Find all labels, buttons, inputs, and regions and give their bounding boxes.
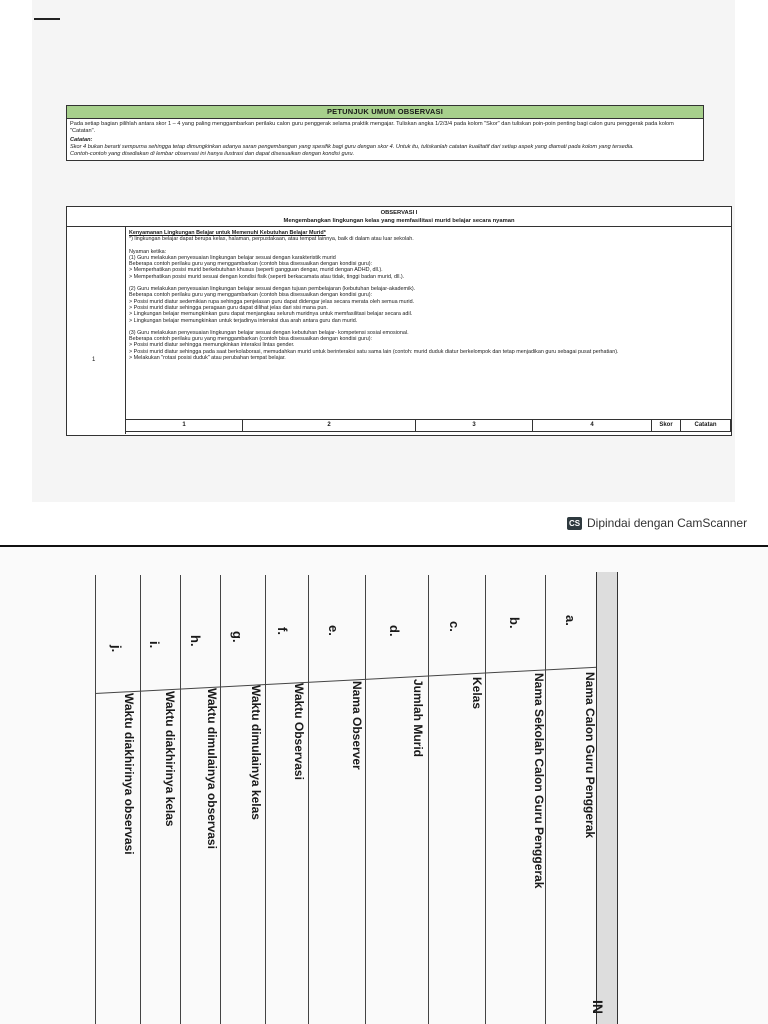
camscanner-text: Dipindai dengan CamScanner <box>587 516 748 530</box>
s3-line: (3) Guru melakukan penyesuaian lingkungan belajar sesuai dengan kebutuhan belajar- kompetensi sosial emosional. <box>129 329 409 336</box>
s1-line: > Memperhatikan posisi murid sesuai dengan kondisi fisik (seperti berkacamata atau tidak, tinggi badan murid, dll.). <box>129 273 405 280</box>
field-letter: j. <box>109 645 124 653</box>
petunjuk-box <box>66 105 704 161</box>
s3-line: Beberapa contoh perilaku guru yang menggambarkan (contoh bisa disesuaikan dengan kondisi guru): <box>129 336 373 343</box>
field-label-waktu-observasi: Waktu Observasi <box>292 683 306 780</box>
s1-line: > Memperhatikan posisi murid berkebutuhan khusus (seperti gangguan dengar, murid dengan ADHD, dll.). <box>129 267 383 274</box>
side-label: IN <box>590 1000 606 1014</box>
scanned-page-observasi <box>32 0 735 502</box>
observasi-header <box>67 207 731 227</box>
field-label-nama-sekolah: Nama Sekolah Calon Guru Penggerak <box>532 673 546 889</box>
score-1[interactable]: 1 <box>126 420 243 431</box>
field-letter: c. <box>447 621 462 632</box>
field-letter: h. <box>188 635 203 647</box>
s3-line: > Posisi murid diatur sehingga memungkinkan interaksi lintas gender. <box>129 342 295 349</box>
s2-line: > Posisi murid diatur sedemikian rupa sehingga penjelasan guru dapat didengar jelas secara merata oleh semua murid. <box>129 298 415 305</box>
field-label-nama-calon-guru: Nama Calon Guru Penggerak <box>583 672 597 839</box>
column-line <box>180 575 181 1024</box>
observasi-subtitle: Mengembangkan lingkungan kelas yang memfasilitasi murid belajar secara nyaman <box>283 218 515 224</box>
catatan-line-1: Skor 4 bukan berarti sempurna sehingga tetap dimungkinkan adanya saran pengembangan yang spesifik bagi guru dengan skor 4. Untuk itu, tuliskanlah catatan kualitatif dari setiap aspek yang diamati pada kolom yang tersedia. <box>70 143 634 150</box>
nyaman-label: Nyaman ketika: <box>129 248 167 255</box>
field-label-waktu-akhir-kelas: Waktu diakhirinya kelas <box>163 691 177 827</box>
s3-line: > Posisi murid diatur sehingga pada saat berkolaborasi, memudahkan murid untuk berinteraksi satu sama lain (contoh: murid duduk diatur berkelompok dan tetap menjadikan guru sebagai pusat perhatian). <box>129 348 619 355</box>
column-line <box>220 575 221 1024</box>
petunjuk-line: Pada setiap bagian pilihlah antara skor 1 – 4 yang paling menggambarkan perilaku calon guru penggerak selama praktik mengajar. Tuliskan angka 1/2/3/4 pada kolom "Skor" dan tuliskan poin-poin penting bagi calon guru penggerak pada kolom "Catatan". <box>70 121 674 134</box>
observasi-note: *) lingkungan belajar dapat berupa kelas, halaman, perpustakaan, atau tempat lainnya, baik di dalam atau luar sekolah. <box>129 236 414 243</box>
s2-line: > Posisi murid diatur sehingga peragaan guru dapat dilihat jelas dari sisi mana pun. <box>129 304 328 311</box>
form-divider <box>95 667 599 694</box>
petunjuk-body <box>67 119 703 160</box>
observasi-title: OBSERVASI I <box>380 210 418 216</box>
field-letter: g. <box>230 631 245 643</box>
catatan-label: Catatan: <box>70 136 93 143</box>
observasi-number: 1 <box>92 357 96 363</box>
catatan-header: Catatan <box>694 422 717 428</box>
observasi-content <box>125 227 731 364</box>
field-letter: a. <box>563 615 578 626</box>
column-line <box>485 575 486 1024</box>
s2-line: Beberapa contoh perilaku guru yang menggambarkan (contoh bisa disesuaikan dengan kondisi guru): <box>129 292 373 299</box>
s2-line: > Lingkungan belajar memungkinkan guru dapat menjangkau seluruh muridnya untuk memfasilitasi belajar secara adil. <box>129 311 413 318</box>
observasi-content-cell <box>125 227 731 434</box>
s1-line: (1) Guru melakukan penyesuaian lingkungan belajar sesuai dengan karakteristik murid <box>129 254 336 261</box>
s1-line: Beberapa contoh perilaku guru yang menggambarkan (contoh bisa disesuaikan dengan kondisi guru): <box>129 261 373 268</box>
field-letter: e. <box>326 625 341 636</box>
observasi-heading: Kenyamanan Lingkungan Belajar untuk Memenuhi Kebutuhan Belajar Murid* <box>129 230 326 236</box>
column-line <box>265 575 266 1024</box>
observasi-table <box>66 206 732 436</box>
column-line <box>95 575 96 1024</box>
field-label-jumlah-murid: Jumlah Murid <box>411 679 425 758</box>
field-label-kelas: Kelas <box>470 677 484 710</box>
camscanner-icon: CS <box>568 518 581 528</box>
camscanner-watermark <box>567 513 747 533</box>
score-2[interactable]: 2 <box>243 420 416 431</box>
score-row <box>125 419 731 432</box>
page-edge <box>0 545 768 553</box>
field-letter: i. <box>147 641 162 649</box>
field-letter: b. <box>507 617 522 629</box>
field-letter: d. <box>387 625 402 637</box>
column-line <box>140 575 141 1024</box>
column-line <box>365 575 366 1024</box>
field-label-waktu-akhir-observasi: Waktu diakhirinya observasi <box>122 693 136 855</box>
column-line <box>428 575 429 1024</box>
column-line <box>308 575 309 1024</box>
s3-line: > Melakukan "rotasi posisi duduk" atau perubahan tempat belajar. <box>129 355 286 362</box>
scanned-page-identitas <box>0 545 768 1024</box>
score-4[interactable]: 4 <box>533 420 652 431</box>
observasi-number-cell <box>67 227 126 434</box>
table-border-band <box>596 572 618 1024</box>
page-mark <box>34 18 60 20</box>
s2-line: (2) Guru melakukan penyesuaian lingkungan belajar sesuai dengan tujuan pembelajaran (kebutuhan belajar-akademik). <box>129 286 416 293</box>
field-label-waktu-mulai-observasi: Waktu dimulainya observasi <box>205 688 219 849</box>
field-letter: f. <box>275 627 290 635</box>
catatan-line-2: Contoh-contoh yang disediakan di lembar observasi ini hanya ilustrasi dan dapat disesuaikan dengan kondisi guru. <box>70 150 355 157</box>
petunjuk-title: PETUNJUK UMUM OBSERVASI <box>67 106 703 119</box>
score-3[interactable]: 3 <box>416 420 533 431</box>
skor-header: Skor <box>652 420 681 431</box>
field-label-nama-observer: Nama Observer <box>350 681 364 770</box>
field-label-waktu-mulai-kelas: Waktu dimulainya kelas <box>249 685 263 820</box>
s2-line: > Lingkungan belajar memungkinkan untuk terjadinya interaksi dua arah antara guru dan murid. <box>129 317 358 324</box>
